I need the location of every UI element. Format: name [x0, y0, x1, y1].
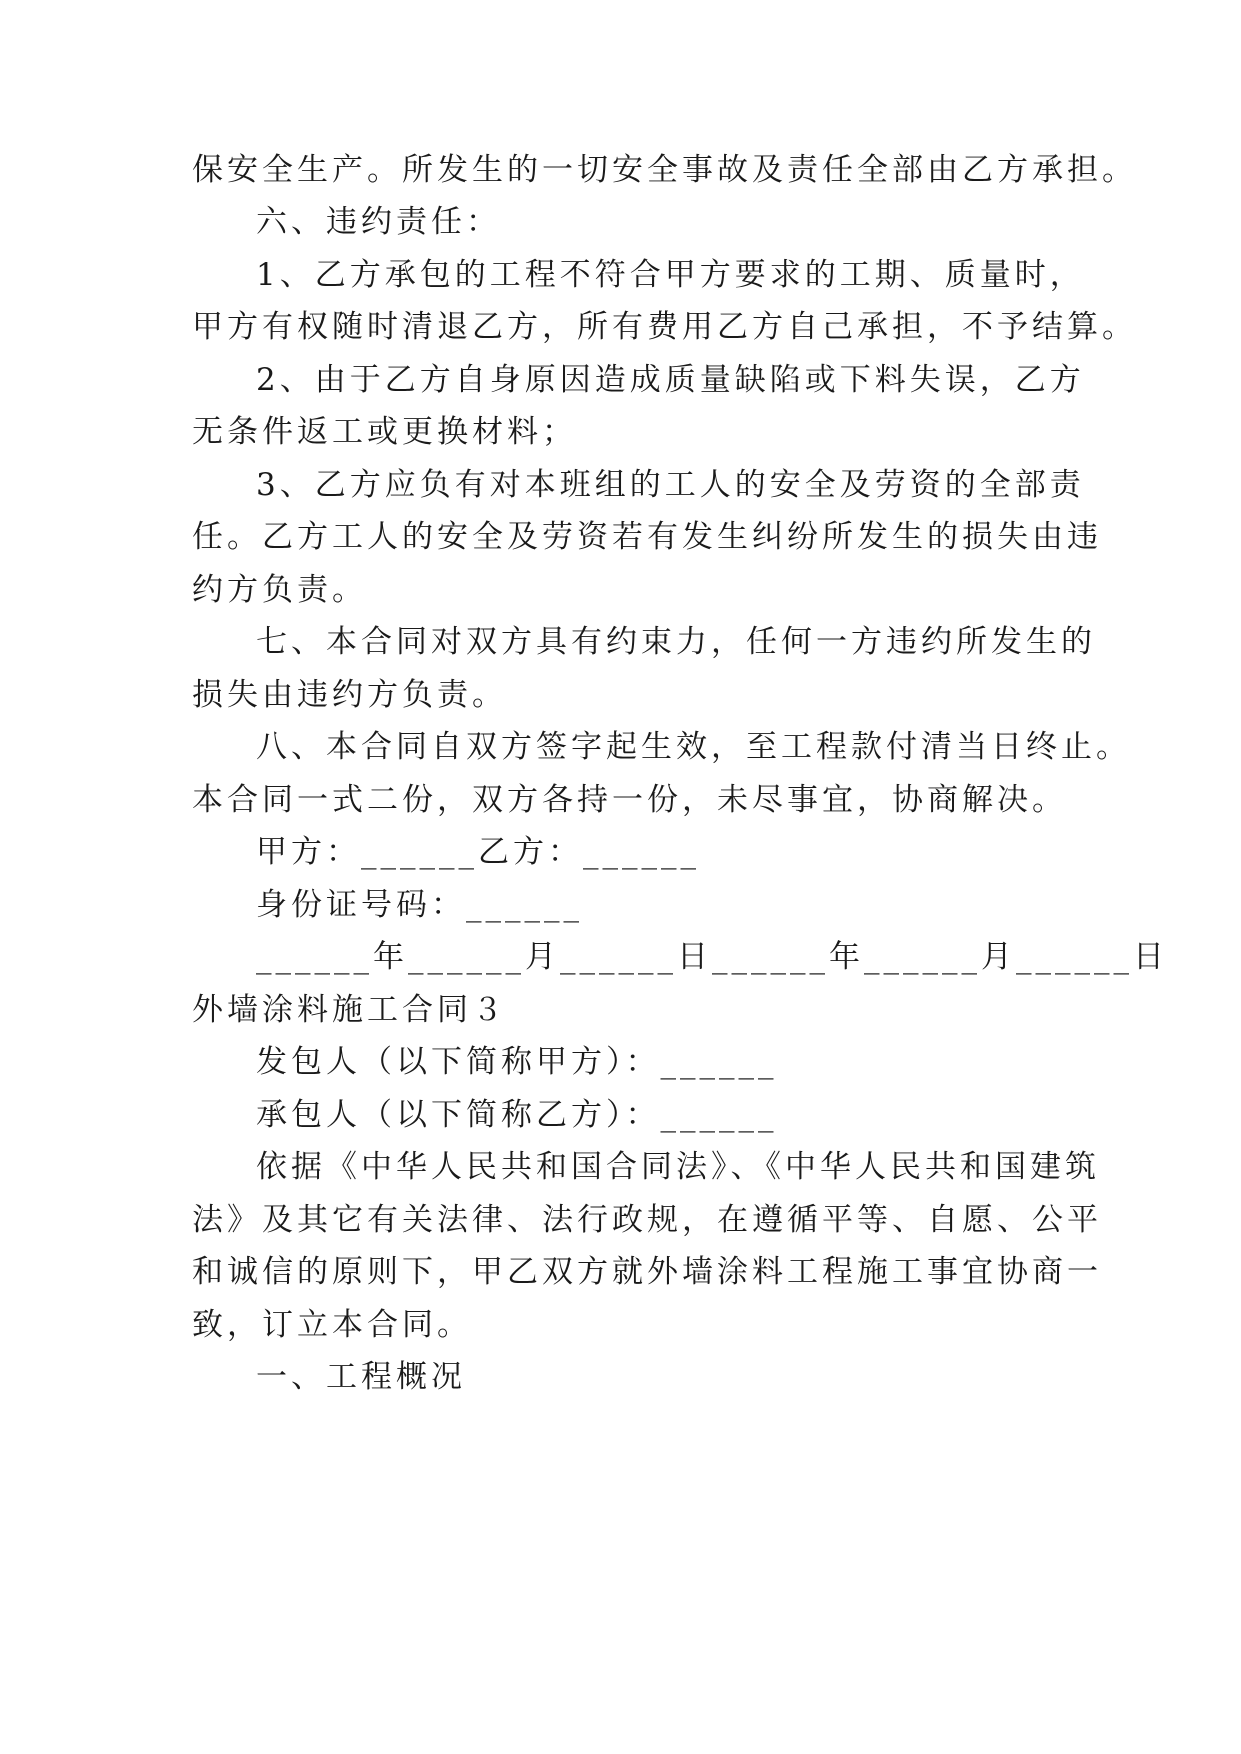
- contract-title: 外墙涂料施工合同３: [192, 992, 507, 1028]
- date-line: ______年______月______日______年______月______日: [256, 939, 1168, 975]
- text-line: 依据《中华人民共和国合同法》、《中华人民共和国建筑: [256, 1149, 1100, 1185]
- text-line: 八、本合同自双方签字起生效，至工程款付清当日终止。: [256, 729, 1131, 765]
- text-line: 1、乙方承包的工程不符合甲方要求的工期、质量时，: [256, 257, 1085, 293]
- text-line: 甲方有权随时清退乙方，所有费用乙方自己承担，不予结算。: [192, 309, 1137, 345]
- section-heading-breach: 六、违约责任：: [256, 204, 501, 240]
- text-line: 2、由于乙方自身原因造成质量缺陷或下料失误，乙方: [256, 362, 1085, 398]
- text-line: 和诚信的原则下，甲乙双方就外墙涂料工程施工事宜协商一: [192, 1254, 1102, 1290]
- section-heading-overview: 一、工程概况: [256, 1359, 466, 1395]
- text-line: 法》及其它有关法律、法行政规，在遵循平等、自愿、公平: [192, 1202, 1102, 1238]
- text-line: 本合同一式二份，双方各持一份，未尽事宜，协商解决。: [192, 782, 1067, 818]
- signature-line: 甲方：______乙方：______: [256, 834, 700, 870]
- text-line: 损失由违约方负责。: [192, 677, 507, 713]
- contractor-line: 承包人（以下简称乙方）：______: [256, 1097, 778, 1133]
- text-line: 保安全生产。所发生的一切安全事故及责任全部由乙方承担。: [192, 152, 1137, 188]
- text-line: 3、乙方应负有对本班组的工人的安全及劳资的全部责: [256, 467, 1085, 503]
- text-line: 七、本合同对双方具有约束力，任何一方违约所发生的: [256, 624, 1096, 660]
- text-line: 约方负责。: [192, 572, 367, 608]
- text-line: 无条件返工或更换材料；: [192, 414, 577, 450]
- id-number-line: 身份证号码：______: [256, 887, 583, 923]
- text-line: 致，订立本合同。: [192, 1307, 472, 1343]
- employer-line: 发包人（以下简称甲方）：______: [256, 1044, 778, 1080]
- text-line: 任。乙方工人的安全及劳资若有发生纠纷所发生的损失由违: [192, 519, 1102, 555]
